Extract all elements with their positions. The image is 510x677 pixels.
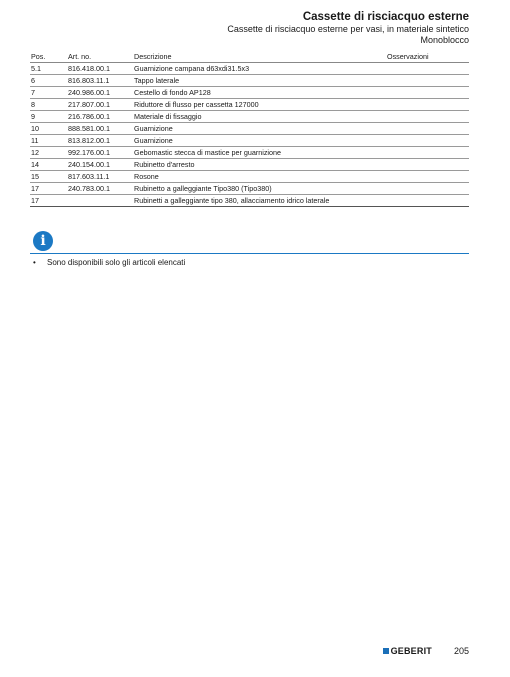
table-row <box>30 111 469 123</box>
cell-description: Guarnizione <box>133 123 386 135</box>
brand-logo <box>383 646 432 656</box>
cell-description: Guarnizione <box>133 135 386 147</box>
info-divider <box>30 253 469 254</box>
cell-description: Riduttore di flusso per cassetta 127000 <box>133 99 386 111</box>
cell-notes <box>386 87 469 99</box>
cell-notes <box>386 147 469 159</box>
table-body <box>30 63 469 207</box>
cell-article: 992.176.00.1 <box>67 147 133 159</box>
cell-description: Rosone <box>133 171 386 183</box>
column-header-notes: Osservazioni <box>386 50 469 63</box>
table-row <box>30 75 469 87</box>
table-row <box>30 87 469 99</box>
cell-article: 817.603.11.1 <box>67 171 133 183</box>
cell-pos: 8 <box>30 99 67 111</box>
cell-description: Rubinetto a galleggiante Tipo380 (Tipo380) <box>133 183 386 195</box>
column-header-article: Art. no. <box>67 50 133 63</box>
page-footer <box>383 646 469 656</box>
table-row <box>30 183 469 195</box>
cell-notes <box>386 195 469 207</box>
note-list-item <box>33 257 185 268</box>
cell-article: 888.581.00.1 <box>67 123 133 135</box>
cell-pos: 12 <box>30 147 67 159</box>
cell-notes <box>386 99 469 111</box>
table-row <box>30 147 469 159</box>
page-title: Cassette di risciacquo esterne <box>302 11 469 23</box>
table-row <box>30 159 469 171</box>
cell-description: Gebomastic stecca di mastice per guarnizione <box>133 147 386 159</box>
table-row <box>30 135 469 147</box>
table-row <box>30 171 469 183</box>
cell-article: 816.803.11.1 <box>67 75 133 87</box>
logo-square-icon <box>383 648 389 654</box>
brand-name: GEBERIT <box>390 646 432 656</box>
cell-description: Guarnizione campana d63xdi31.5x3 <box>133 63 386 75</box>
table-row <box>30 99 469 111</box>
table-header-row <box>30 50 469 63</box>
cell-article: 240.783.00.1 <box>67 183 133 195</box>
cell-pos: 15 <box>30 171 67 183</box>
cell-pos: 11 <box>30 135 67 147</box>
cell-description: Tappo laterale <box>133 75 386 87</box>
page-header <box>227 10 469 46</box>
cell-pos: 14 <box>30 159 67 171</box>
cell-notes <box>386 111 469 123</box>
info-icon: i <box>33 231 53 251</box>
cell-article <box>67 195 133 207</box>
page-number: 205 <box>453 646 469 656</box>
column-header-pos: Pos. <box>30 50 67 63</box>
cell-pos: 7 <box>30 87 67 99</box>
cell-notes <box>386 75 469 87</box>
cell-article: 216.786.00.1 <box>67 111 133 123</box>
cell-article: 240.154.00.1 <box>67 159 133 171</box>
note-text: Sono disponibili solo gli articoli elencati <box>47 258 186 267</box>
page-subtitle-variant: Monoblocco <box>420 35 469 45</box>
cell-article: 813.812.00.1 <box>67 135 133 147</box>
cell-pos: 5.1 <box>30 63 67 75</box>
cell-description: Cestello di fondo AP128 <box>133 87 386 99</box>
table-row <box>30 63 469 75</box>
column-header-description: Descrizione <box>133 50 386 63</box>
cell-pos: 17 <box>30 183 67 195</box>
cell-article: 240.986.00.1 <box>67 87 133 99</box>
table-row <box>30 195 469 207</box>
cell-description: Materiale di fissaggio <box>133 111 386 123</box>
cell-description: Rubinetto d'arresto <box>133 159 386 171</box>
cell-pos: 17 <box>30 195 67 207</box>
cell-pos: 10 <box>30 123 67 135</box>
page-subtitle: Cassette di risciacquo esterne per vasi, in materiale sintetico <box>227 24 469 34</box>
cell-article: 217.807.00.1 <box>67 99 133 111</box>
cell-notes <box>386 123 469 135</box>
bullet-icon: • <box>33 258 36 267</box>
cell-notes <box>386 171 469 183</box>
table-row <box>30 123 469 135</box>
cell-notes <box>386 63 469 75</box>
parts-table <box>30 50 469 207</box>
cell-notes <box>386 183 469 195</box>
cell-description: Rubinetti a galleggiante tipo 380, allacciamento idrico laterale <box>133 195 386 207</box>
cell-pos: 9 <box>30 111 67 123</box>
cell-article: 816.418.00.1 <box>67 63 133 75</box>
cell-pos: 6 <box>30 75 67 87</box>
cell-notes <box>386 159 469 171</box>
cell-notes <box>386 135 469 147</box>
